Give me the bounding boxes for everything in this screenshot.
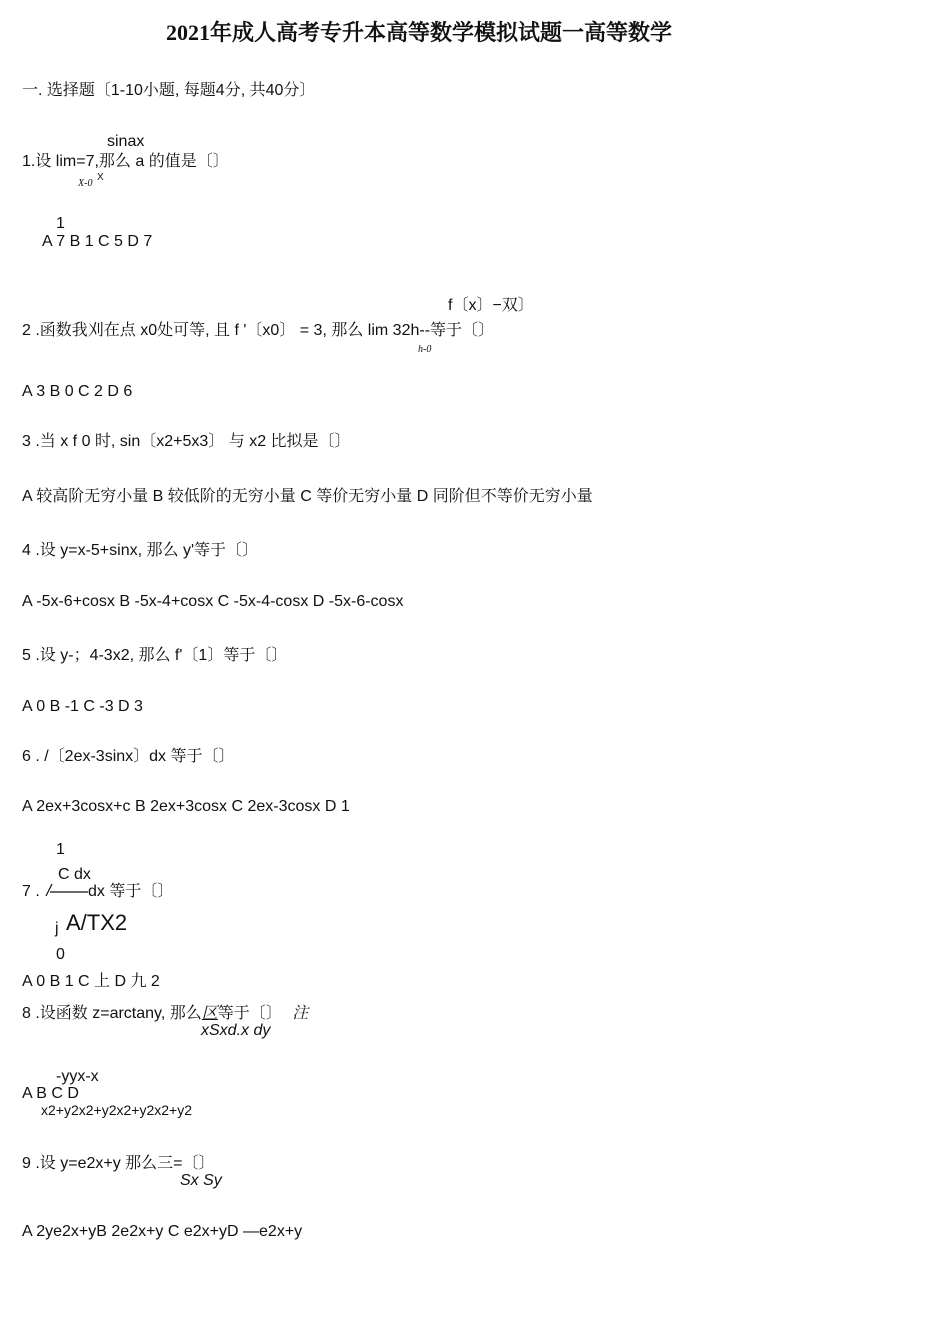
q8-options: A B C D: [22, 1085, 79, 1102]
q9-stem: 9 .设 y=e2x+y 那么三=〔〕: [22, 1155, 215, 1172]
q8-partial-sub: xSxd.x dy: [201, 1022, 271, 1039]
q1-numerator: sinax: [107, 133, 145, 150]
page-title: 2021年成人高考专升本高等数学模拟试题一高等数学: [166, 20, 673, 45]
q2-limit-sub: h-0: [418, 344, 432, 355]
q6-stem: 6 . /〔2ex-3sinx〕dx 等于〔〕: [22, 748, 235, 765]
section-heading: 一. 选择题〔1-10小题, 每题4分, 共40分〕: [22, 82, 316, 99]
q1-stem: 1.设 lim=7,那么 a 的值是〔〕: [22, 153, 229, 170]
q1-limit-sub: X-0: [78, 178, 93, 189]
q7-integrand-top: C dx: [58, 866, 91, 883]
q3-options: A 较高阶无穷小量 B 较低阶的无穷小量 C 等价无穷小量 D 同阶但不等价无穷小量: [22, 488, 593, 505]
q7-upper-limit: 1: [56, 841, 65, 858]
q7-denominator: A/TX2: [66, 910, 128, 935]
q8-stem-a: 8 .设函数 z=arctany, 那么: [22, 1005, 202, 1022]
q7-integral-sign: j: [55, 920, 59, 937]
q6-options: A 2ex+3cosx+c B 2ex+3cosx C 2ex-3cosx D 1: [22, 798, 350, 815]
q5-stem: 5 .设 y-；4-3x2, 那么 f'〔1〕等于〔〕: [22, 647, 288, 664]
q1-limit-x: X: [97, 172, 104, 183]
q8-denominators: x2+y2x2+y2x2+y2x2+y2: [41, 1102, 192, 1118]
q7-options: A 0 B 1 C 上 D 九 2: [22, 973, 160, 990]
q2-options: A 3 B 0 C 2 D 6: [22, 383, 133, 400]
q1-options: A 7 B 1 C 5 D 7: [42, 233, 153, 250]
q7-stem-tail: dx 等于〔〕: [88, 883, 174, 900]
q2-stem: 2 .函数我刈在点 x0处可等, 且 f '〔x0〕 = 3, 那么 lim 32h--等于〔〕: [22, 322, 495, 339]
q3-stem: 3 .当 x f 0 时, sin〔x2+5x3〕 与 x2 比拟是〔〕: [22, 433, 351, 450]
q8-numerators: -yyx-x: [56, 1068, 99, 1085]
q4-options: A -5x-6+cosx B -5x-4+cosx C -5x-4-cosx D -5x-6-cosx: [22, 593, 404, 610]
q9-partial-sub: Sx Sy: [180, 1172, 222, 1189]
q4-stem: 4 .设 y=x-5+sinx, 那么 y'等于〔〕: [22, 542, 258, 559]
q8-stem: [22, 1005, 308, 1023]
q7-fraction-bar: [44, 882, 90, 898]
q8-partial-frac: 区: [201, 1005, 218, 1022]
q2-numerator: f〔x〕−双〕: [448, 297, 534, 314]
q1-option-fraction: 1: [56, 215, 65, 232]
q8-note: 注: [292, 1005, 309, 1022]
q9-options: A 2ye2x+yB 2e2x+y C e2x+yD —e2x+y: [22, 1223, 303, 1240]
q8-stem-b: 等于〔〕: [217, 1005, 282, 1022]
q7-lower-limit: 0: [56, 946, 65, 963]
q5-options: A 0 B -1 C -3 D 3: [22, 698, 143, 715]
q7-stem: 7 .: [22, 883, 40, 900]
